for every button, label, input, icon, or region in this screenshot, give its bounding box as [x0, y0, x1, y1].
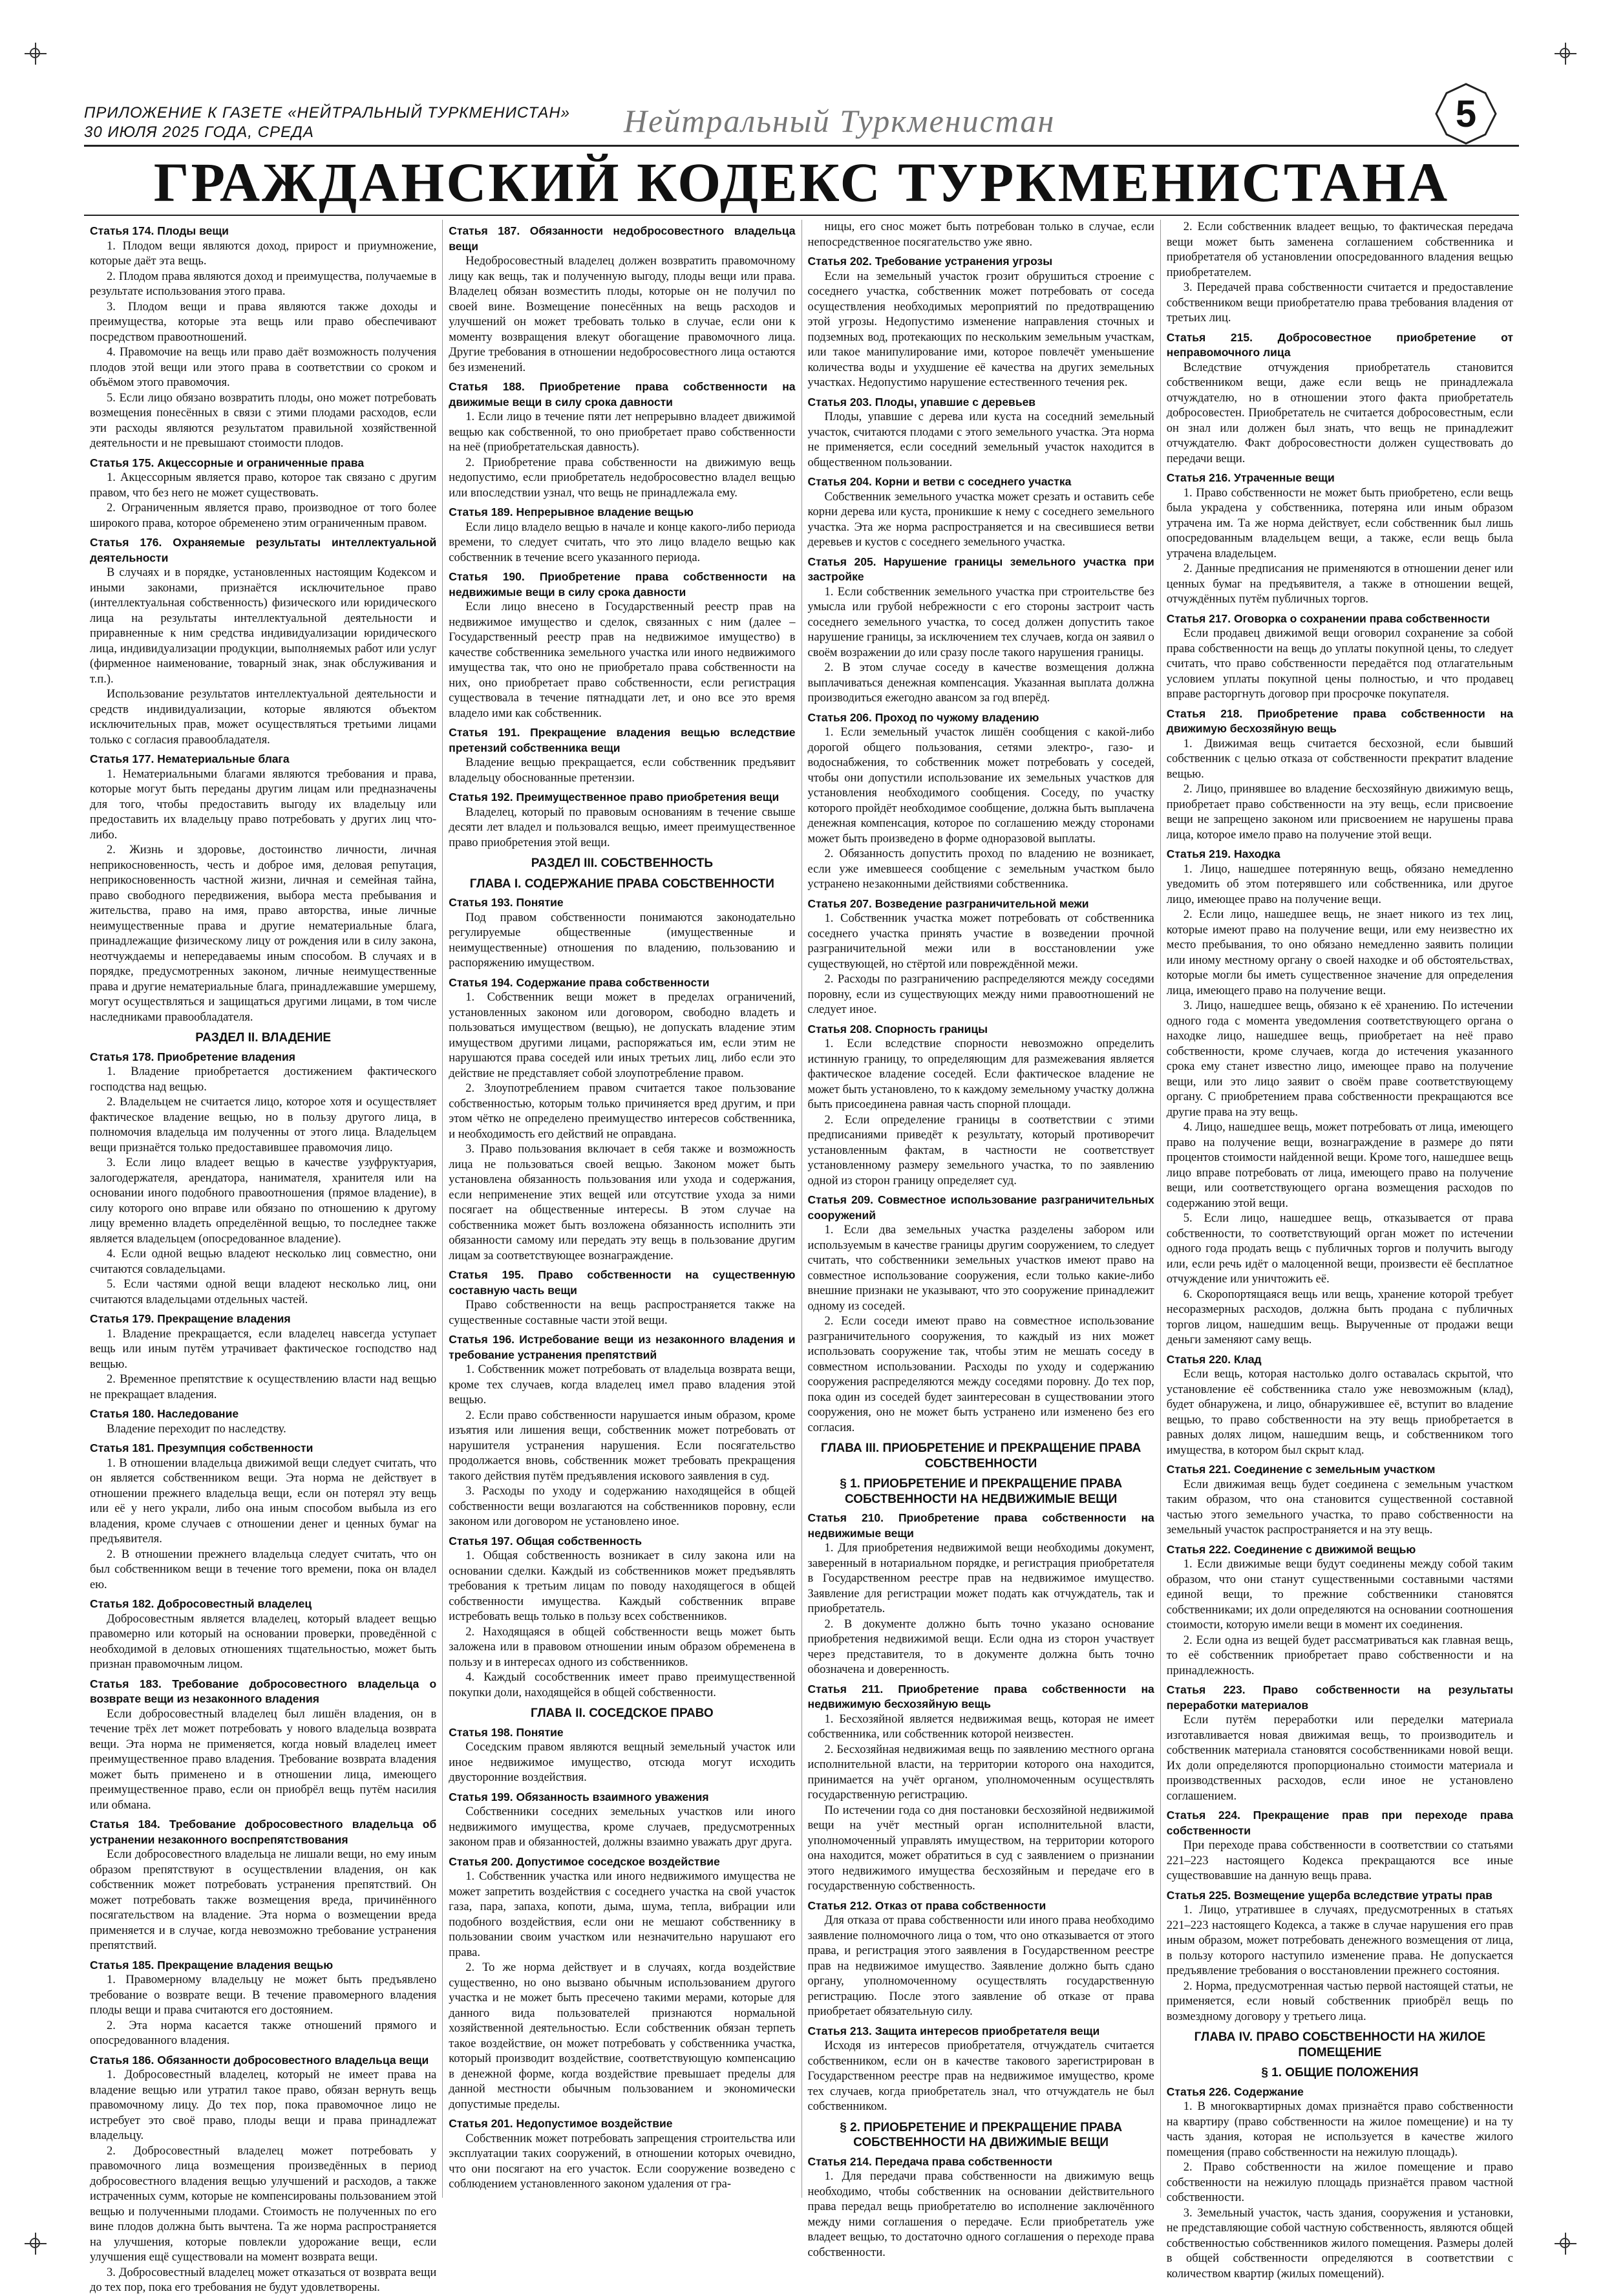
article-heading: Статья 217. Оговорка о сохранении права собственности	[1166, 611, 1490, 625]
article-heading: Статья 182. Добросовестный владелец	[90, 1597, 312, 1610]
section-heading: ГЛАВА III. ПРИОБРЕТЕНИЕ И ПРЕКРАЩЕНИЕ ПРАВА СОБСТВЕННОСТИ	[820, 1441, 1141, 1471]
paragraph: 5. Если лицо, нашедшее вещь, отказывается от права собственности, то соответствующий орган может по истечении одного года продать вещь с публичных торгов и получить выгоду или, если речь идёт о малоценной вещи, произвести её бесплатное отчуждение или уничтожить её.	[1166, 1212, 1513, 1286]
paragraph: 1. Общая собственность возникает в силу закона или на основании сделки. Каждый из собственников может предъявлять требования к третьим лицам по поводу находящегося в общей собственности имущества. Каждый собственник вправе истребовать вещь только в пользу всех собственников.	[449, 1549, 796, 1623]
newspaper-name: Нейтральный Туркменистан	[624, 103, 1056, 139]
section-heading: § 1. ПРИОБРЕТЕНИЕ И ПРЕКРАЩЕНИЕ ПРАВА СОБСТВЕННОСТИ НА НЕДВИЖИМЫЕ ВЕЩИ	[840, 1477, 1123, 1506]
paragraph: 2. Норма, предусмотренная частью первой настоящей статьи, не применяется, если новый собственник приобрёл вещь по возмездному договору у третьего лица.	[1166, 1979, 1513, 2023]
paragraph: Если лицо внесено в Государственный реестр прав на недвижимое имущество и сделок, связанных с ним (далее – Государственный реестр прав на недвижимое имущество) в качестве собственника земельного участка или иного недвижимого имущества так, что оно не приобретало права собственности на них, оно приобретает право собственности, если регистрация существовала в течение пятнадцати лет, и оно все это время владело ими как собственник.	[449, 601, 796, 720]
paragraph: 1. Владение прекращается, если владелец навсегда уступает вещь или иным путём утрачивает фактическое господство над вещью.	[90, 1327, 437, 1371]
article-heading: Статья 202. Требование устранения угрозы	[807, 255, 1053, 268]
paragraph: 2. Ограниченным является право, производное от того более широкого права, которое обременено этим ограниченным правом.	[90, 502, 437, 530]
paragraph: 2. Если собственник владеет вещью, то фактическая передача вещи может быть заменена соглашением собственника и приобретателя об установлении опосредованного владения вещью приобретателем.	[1166, 220, 1513, 279]
section-heading: РАЗДЕЛ III. СОБСТВЕННОСТЬ	[531, 856, 713, 870]
issue-date: 30 ИЮЛЯ 2025 ГОДА, СРЕДА	[84, 123, 314, 141]
paragraph: 2. Временное препятствие к осуществлению власти над вещью не прекращает владения.	[90, 1373, 437, 1401]
paragraph: Собственник земельного участка может срезать и оставить себе корни дерева или куста, проникшие к нему с соседнего земельного участка. Эта же норма распространяется и на свесившиеся ветви деревьев и кустов с соседнего земельного участка.	[807, 490, 1154, 549]
paragraph: Под правом собственности понимаются законодательно регулируемые общественные (имущественные и неимущественные) отношения по владению, пользованию и распоряжению имуществом.	[449, 911, 796, 970]
paragraph: 2. Если определение границы в соответствии с этими предписаниями приведёт к результату, который противоречит установленным фактам, в частности не соответствует установленному размеру земельного участка, то по заявлению одной из сторон границу определяет суд.	[807, 1113, 1154, 1187]
paragraph: Если вещь, которая настолько долго оставалась скрытой, что установление её собственника стало уже невозможным (клад), будет обнаружена, и лицо, обнаружившее её, вступит во владение вещью, то право собственности на эту вещь приобретается в равных долях лицом, нашедшим вещь, и собственником того имущества, в котором был скрыт клад.	[1166, 1368, 1513, 1457]
paragraph: По истечении года со дня постановки бесхозяйной недвижимой вещи на учёт местный орган исполнительной власти, уполномоченный управлять имуществом, на территории которого она находится, может обратиться в суд с заявлением о признании этого недвижимого имущества бесхозяйным и передаче его в государственную собственность.	[807, 1803, 1154, 1893]
paragraph: Собственник может потребовать запрещения строительства или эксплуатации таких сооружений, в отношении которых очевидно, что они посягают на его участок. Если сооружение возведено с соблюдением установленного законом удаления от гра-	[449, 2132, 796, 2191]
registration-mark-bottom-left	[25, 2233, 47, 2255]
article-heading: Статья 199. Обязанность взаимного уважения	[449, 1790, 709, 1803]
paragraph: Владение вещью прекращается, если собственник предъявит владельцу обоснованные претензии.	[449, 756, 796, 785]
article-heading: Статья 198. Понятие	[449, 1725, 564, 1739]
article-heading: Статья 226. Содержание	[1166, 2085, 1304, 2098]
paragraph: 1. Плодом вещи являются доход, прирост и приумножение, которые даёт эта вещь.	[90, 239, 437, 268]
article-heading: Статья 179. Прекращение владения	[90, 1312, 291, 1325]
paragraph: 2. Владельцем не считается лицо, которое хотя и осуществляет фактическое владение вещью, но в пользу другого лица, в полномочия владельца им полученны от этого лица. Владельцем вещи признаётся только предоставившее правомочия лицо.	[90, 1096, 437, 1154]
paragraph: 1. Собственник вещи может в пределах ограничений, установленных законом или договором, свободно владеть и пользоваться имуществом (вещью), не допускать владение этим имуществом другими лицами, распоряжаться им, если этим не нарушаются права соседей или иных третьих лиц, либо если это действие не представляет собой злоупотребление правом.	[449, 991, 796, 1080]
paragraph: 2. Жизнь и здоровье, достоинство личности, личная неприкосновенность, честь и доброе имя, деловая репутация, неприкосновенность частной жизни, личная и семейная тайна, право свободного передвижения, выбора места пребывания и жительства, право на имя, право авторства, иные личные неимущественные права и другие нематериальные блага, принадлежащие физическому лицу от рождения или в силу закона, неотчуждаемы и непередаваемы иным способом. В случаях и в порядке, предусмотренных законом, личные неимущественные права и другие нематериальные блага, принадлежавшие умершему, могут осуществляться и защищаться другими лицами, в том числе наследниками правообладателя.	[90, 844, 437, 1024]
article-heading: Статья 175. Акцессорные и ограниченные права	[90, 456, 365, 469]
article-heading: Статья 222. Соединение с движимой вещью	[1166, 1542, 1416, 1556]
registration-mark-bottom-right	[1555, 2233, 1576, 2255]
page-number: 5	[1455, 92, 1477, 135]
paragraph: Если движимая вещь будет соединена с земельным участком таким образом, что она становится существенной составной частью этого земельного участка, то право собственности на земельный участок распространяется и на эту вещь.	[1166, 1478, 1513, 1536]
paragraph: 1. Если движимые вещи будут соединены между собой таким образом, что они станут существенными составными частями единой вещи, то прежние собственники становятся собственниками; их доли определяются на основании соотношения стоимости, которую имели вещи в момент их соединения.	[1166, 1558, 1513, 1632]
article-heading: Статья 220. Клад	[1166, 1352, 1262, 1366]
paragraph: Владелец, который по правовым основаниям в течение свыше десяти лет владел и пользовался вещью, имеет преимущественное право приобретения этой вещи.	[449, 805, 796, 849]
section-heading: § 1. ОБЩИЕ ПОЛОЖЕНИЯ	[1261, 2066, 1419, 2079]
article-heading: Статья 178. Приобретение владения	[90, 1050, 295, 1063]
article-heading: Статья 184. Требование добросовестного владельца об устранении незаконного воспрепятствования	[90, 1818, 437, 1846]
article-heading: Статья 224. Прекращение прав при переходе права собственности	[1166, 1809, 1513, 1837]
article-heading: Статья 188. Приобретение права собственности на движимые вещи в силу срока давности	[449, 380, 796, 409]
article-heading: Статья 209. Совместное использование разграничительных сооружений	[807, 1193, 1154, 1222]
section-heading: § 2. ПРИОБРЕТЕНИЕ И ПРЕКРАЩЕНИЕ ПРАВА СОБСТВЕННОСТИ НА ДВИЖИМЫЕ ВЕЩИ	[840, 2120, 1123, 2149]
article-heading: Статья 195. Право собственности на существенную составную часть вещи	[449, 1268, 796, 1297]
page-title: ГРАЖДАНСКИЙ КОДЕКС ТУРКМЕНИСТАНА	[153, 151, 1450, 213]
article-heading: Статья 187. Обязанности недобросовестного владельца вещи	[449, 224, 796, 253]
paragraph: 2. Если право собственности нарушается иным образом, кроме изъятия или лишения вещи, собственник может потребовать от нарушителя устранения нарушения. Если посягательство продолжается вновь, собственник может требовать прекращения такого действия путём предъявления искового заявления в суд.	[449, 1408, 796, 1483]
paragraph: 2. Если соседи имеют право на совместное использование разграничительного сооружения, то каждый из них может использовать сооружение так, чтобы этим не мешать соседу в совместном использовании. Расходы по уходу и содержанию сооружения распределяются между соседями поровну. До тех пор, пока один из соседей будет заинтересован в существовании этого сооружения, оно не может быть устранено или изменено без его согласия.	[807, 1315, 1154, 1434]
paragraph: Соседским правом являются вещный земельный участок или иное недвижимое имущество, отсюда могут исходить двусторонние воздействия.	[449, 1741, 796, 1784]
title-rule	[84, 215, 1519, 216]
paragraph: 1. Нематериальными благами являются требования и права, которые могут быть переданы другим лицам или предназначены для того, чтобы предоставить выгоду их владельцу или предоставить их владельцу право потребовать у других лиц что-либо.	[90, 767, 437, 842]
paragraph: 2. Если лицо, нашедшее вещь, не знает никого из тех лиц, которые имеют право на получение вещи, или ему неизвестно их место пребывания, то оно обязано немедленно заявить полиции или иному местному органу о своей находке и об обстоятельствах, которые могли бы иметь существенное значение для определения лица, имеющего право на получение вещи.	[1166, 908, 1513, 997]
paragraph: 3. Право пользования включает в себя также и возможность лица не пользоваться своей вещью. Законом может быть установлена обязанность пользования или ухода и содержания, если неприменение этих вещей или отсутствие ухода за ними посягает на общественные интересы. В этом случае на собственника может быть возложена обязанность исполнить эти обязанности самому или передать эту вещь в пользование другим лицам за соответствующее вознаграждение.	[449, 1143, 796, 1262]
paragraph: Если путём переработки или переделки материала изготавливается новая движимая вещь, то производитель и собственник материала становятся сособственниками новой вещи. Их доли определяются пропорционально стоимости материала и производственных расходов, если иное не установлено соглашением.	[1166, 1714, 1513, 1803]
paragraph: Исходя из интересов приобретателя, отчуждатель считается собственником, если он в качестве такового зарегистрирован в Государственном реестре прав на недвижимое имущество, кроме тех случаев, когда приобретатель знал, что отчуждатель не был собственником.	[807, 2039, 1154, 2113]
paragraph: 2. Право собственности на жилое помещение и право собственности на нежилую площадь признаётся правом частной собственности.	[1166, 2161, 1513, 2204]
paragraph: Недобросовестный владелец должен возвратить правомочному лицу как вещь, так и полученную выгоду, плоды вещи или права. Владелец обязан возместить плоды, которые он не получил по своей вине. Возмещение понесённых на вещь расходов и улучшений он может требовать только в случае, если они к моменту возвращения влекут обогащение правомочного лица. Другие требования в отношении недобросовестного лица остаются без изменений.	[449, 255, 796, 374]
paragraph: Вследствие отчуждения приобретатель становится собственником вещи, даже если вещь не принадлежала отчуждателю, но в отношении этого факта приобретатель добросовестен. Приобретатель не считается добросовестным, если он знал или должен был знать, что вещь не принадлежит отчуждателю. Факт добросовестности должен существовать до передачи вещи.	[1166, 361, 1513, 465]
column-4	[1160, 220, 1519, 2280]
paragraph: 1. Если два земельных участка разделены забором или используемым в качестве границы другим сооружением, то следует считать, что собственники земельных участков имеют право на совместное использование сооружения, если только какие-либо внешние признаки не указывают, что это сооружение принадлежит одному из соседей.	[807, 1224, 1154, 1313]
paragraph: ницы, его снос может быть потребован только в случае, если непосредственное посягательство уже явно.	[807, 220, 1154, 249]
section-heading: ГЛАВА II. СОСЕДСКОЕ ПРАВО	[531, 1706, 714, 1720]
paragraph: Если лицо владело вещью в начале и конце какого-либо периода времени, то следует считать, что это лицо владело вещью как собственник в течение всего указанного периода.	[449, 520, 796, 564]
article-heading: Статья 216. Утраченные вещи	[1166, 471, 1335, 484]
paragraph: 2. Злоупотреблением правом считается такое пользование собственностью, которым только причиняется вред другим, и при этом чётко не определено преимущество интересов собственника, и необходимость его действий не оправдана.	[449, 1082, 796, 1141]
paragraph: 4. Правомочие на вещь или право даёт возможность получения плодов этой вещи или этого права в соответствии со сроком и объёмом этого правомочия.	[90, 346, 437, 389]
article-heading: Статья 197. Общая собственность	[449, 1534, 642, 1547]
paragraph: 2. То же норма действует и в случаях, когда воздействие существенно, но оно вызвано обычным использованием другого участка и не может быть пресечено такими мерами, которые для данного вида пользователей признаются нормальной хозяйственной деятельностью. Если собственник обязан терпеть такое воздействие, он может потребовать у собственника участка, который производит воздействие, соответствующую компенсацию в денежной форме, когда воздействие превышает пределы для данной местности обычным пользованием и экономически допустимые пределы.	[449, 1961, 796, 2111]
paragraph: 6. Скоропортящаяся вещь или вещь, хранение которой требует несоразмерных расходов, должна быть продана с публичных торгов лицом, нашедшим вещь. Вырученные от продажи вещи деньги заменяют саму вещь.	[1166, 1288, 1513, 1346]
registration-mark-top-right	[1555, 43, 1576, 65]
paragraph: Если добросовестный владелец был лишён владения, он в течение трёх лет может потребовать у нового владельца возврата вещи. Эта норма не применяется, когда новый владелец имеет преимущественное право владения. Требование возврата владения может быть применено и в отношении лица, имеющего преимущественное право, если он приобрёл вещь путём насилия или обмана.	[90, 1707, 437, 1812]
paragraph: 1. Для передачи права собственности на движимую вещь необходимо, чтобы собственник на основании действительного права передал вещь приобретателю во исполнение заключённого между ними соглашения о передаче. Если приобретатель уже владеет вещью, то достаточно одного соглашения о переходе права собственности.	[807, 2170, 1154, 2259]
article-heading: Статья 183. Требование добросовестного владельца о возврате вещи из незаконного владения	[90, 1677, 437, 1705]
paragraph: 2. Если одна из вещей будет рассматриваться как главная вещь, то её собственник приобретает право собственности и на принадлежность.	[1166, 1633, 1513, 1677]
article-heading: Статья 219. Находка	[1166, 847, 1280, 860]
article-heading: Статья 205. Нарушение границы земельного участка при застройке	[807, 555, 1154, 583]
paragraph: Плоды, упавшие с дерева или куста на соседний земельный участок, считаются плодами с этого земельного участка. Эта норма не применяется, если соседний земельный участок находится в общественном пользовании.	[807, 410, 1154, 469]
article-heading: Статья 207. Возведение разграничительной межи	[807, 897, 1089, 910]
article-heading: Статья 200. Допустимое соседское воздействие	[449, 1855, 720, 1868]
paragraph: Добросовестным является владелец, который владеет вещью правомерно или который на основании проверки, проведённой с необходимой в деловых отношениях тщательностью, может быть признан правомочным лицом.	[90, 1612, 437, 1671]
paragraph: 2. В этом случае соседу в качестве возмещения должна выплачиваться денежная компенсация. Указанная выплата должна производиться ежегодно авансом за год вперёд.	[807, 661, 1154, 705]
article-heading: Статья 196. Истребование вещи из незаконного владения и требование устранения препятствий	[449, 1333, 796, 1361]
paragraph: 2. Приобретение права собственности на движимую вещь недопустимо, если приобретатель недобросовестно владел вещью или впоследствии узнал, что вещь не принадлежала ему.	[449, 456, 796, 500]
paragraph: 4. Лицо, нашедшее вещь, может потребовать от лица, имеющего право на получение вещи, вознаграждение в размере до пяти процентов стоимости найденной вещи. Кроме того, нашедшее вещь лицо вправе потребовать от лица, имеющего право на получение вещи, или соответствующего органа возмещения расходов по содержанию этой вещи.	[1166, 1121, 1513, 1210]
column-2	[442, 220, 801, 2198]
paragraph: 1. Если земельный участок лишён сообщения с какой-либо дорогой общего пользования, сетями электро-, газо- и водоснабжения, то собственник может потребовать у соседей, чтобы они допустили использование их земельных участков для установления необходимого сообщения. Соседу, по участку которого пройдёт необходимое сообщение, должна быть выплачена денежная компенсация, которое по соглашению между сторонами может быть произведено в форме одноразовой выплаты.	[807, 726, 1154, 845]
column-1	[84, 220, 442, 2294]
paragraph: 1. Для приобретения недвижимой вещи необходимы документ, заверенный в нотариальном порядке, и регистрация приобретателя в Государственном реестре прав на недвижимое имущество. Заявление для регистрации может подать как отчуждатель, так и приобретатель.	[807, 1542, 1154, 1615]
article-heading: Статья 174. Плоды вещи	[90, 224, 229, 237]
paragraph: 3. Добросовестный владелец может отказаться от возврата вещи до тех пор, пока его требования не будут удовлетворены.	[90, 2266, 437, 2294]
paragraph: 1. Лицо, нашедшее потерянную вещь, обязано немедленно уведомить об этом потерявшего или собственника, или другое лицо, имеющее право на получение вещи.	[1166, 862, 1513, 906]
paragraph: 3. Плодом вещи и права являются также доходы и преимущества, которые эта вещь или право обеспечивают посредством правоотношений.	[90, 300, 437, 344]
paragraph: 1. В многоквартирных домах признаётся право собственности на квартиру (право собственности на жилое помещение) и на ту часть здания, которая не используется в качестве жилого помещения (право собственности на нежилую площадь).	[1166, 2100, 1513, 2159]
paragraph: Если продавец движимой вещи оговорил сохранение за собой права собственности на вещь до уплаты покупной цены, то следует считать, что право собственности передаётся под отлагательным условием уплаты покупной цены полностью, и что продавец вправе расторгнуть договор при просрочке покупателя.	[1166, 627, 1513, 701]
article-heading: Статья 208. Спорность границы	[807, 1022, 988, 1036]
paragraph: Для отказа от права собственности или иного права необходимо заявление полномочного лица о том, что оно отказывается от этого права, и регистрация этого заявления в Государственном реестре прав на недвижимое имущество. Заявление должно быть сдано органу, уполномоченному осуществлять государственную регистрацию. После этого заявление об отказе от права приобретает обязательную силу.	[807, 1914, 1154, 2018]
article-heading: Статья 189. Непрерывное владение вещью	[449, 505, 694, 518]
article-heading: Статья 180. Наследование	[90, 1407, 239, 1420]
paragraph: 2. Находящаяся в общей собственности вещь может быть заложена или в правовом отношении иным образом обременена в пользу и в интересах одного из собственников.	[449, 1625, 796, 1669]
article-heading: Статья 218. Приобретение права собственности на движимую бесхозяйную вещь	[1166, 707, 1513, 735]
paragraph: 2. Плодом права являются доход и преимущества, получаемые в результате использования этого права.	[90, 270, 437, 298]
paragraph: 1. Правомерному владельцу не может быть предъявлено требование о возврате вещи. В течение правомерного владения плоды вещи и права считаются его достоянием.	[90, 1973, 437, 2017]
article-heading: Статья 206. Проход по чужому владению	[807, 710, 1039, 724]
paragraph: 2. Эта норма касается также отношений прямого и опосредованного владения.	[90, 2019, 437, 2047]
article-heading: Статья 176. Охраняемые результаты интеллектуальной деятельности	[90, 536, 437, 564]
paragraph: 3. Расходы по уходу и содержанию находящейся в общей собственности вещи возлагаются на собственников поровну, если законом или договором не установлено иное.	[449, 1485, 796, 1528]
article-heading: Статья 212. Отказ от права собственности	[807, 1898, 1046, 1912]
article-heading: Статья 210. Приобретение права собственности на недвижимые вещи	[807, 1511, 1154, 1540]
paragraph: 2. В документе должно быть точно указано основание приобретения недвижимой вещи. Если одна из сторон участвует через представителя, то в документе должна быть точно обозначена и доверенность.	[807, 1617, 1154, 1676]
article-heading: Статья 221. Соединение с земельным участком	[1166, 1463, 1436, 1476]
paragraph: 1. Владение приобретается достижением фактического господства над вещью.	[90, 1065, 437, 1094]
paragraph: 5. Если частями одной вещи владеют несколько лиц, они считаются владельцами отдельных частей.	[90, 1278, 437, 1306]
supplement-info	[84, 103, 570, 142]
paragraph: 3. Если лицо владеет вещью в качестве узуфруктуария, залогодержателя, арендатора, нанимателя, хранителя или на основании иного подобного правоотношения (прямое владение), в силу которого оно вправе или обязано по отношению к другому лицу временно владеть определённой вещью, то последнее также является владельцем (опосредованное владение).	[90, 1156, 437, 1246]
paragraph: Если добросовестного владельца не лишали вещи, но ему иным образом препятствуют в осуществлении владения, он как собственник может потребовать устранения препятствий. Он может потребовать также возмещения вреда, причинённого посягательством на владение. Эта норма о возмещении вреда применяется и в случае, когда невозможно требование устранения препятствий.	[90, 1848, 437, 1952]
paragraph: 1. Если собственник земельного участка при строительстве без умысла или грубой небрежности с его стороны застроит часть соседнего земельного участка, то сосед должен допустить такое нарушение границы, за исключением тех случаев, когда он заявил о своём возражении до или сразу после такого нарушения границы.	[807, 585, 1154, 659]
article-heading: Статья 192. Преимущественное право приобретения вещи	[449, 791, 780, 803]
paragraph: Право собственности на вещь распространяется также на существенные составные части этой вещи.	[449, 1299, 796, 1327]
paragraph: 2. Бесхозяйная недвижимая вещь по заявлению местного органа исполнительной власти, на территории которого она находится, принимается на учёт органом, уполномоченным осуществлять государственную регистрацию.	[807, 1743, 1154, 1802]
paragraph: 1. Собственник участка или иного недвижимого имущества не может запретить воздействия с соседнего участка на свой участок газа, пара, запаха, копоти, дыма, шума, тепла, вибрации или подобного воздействия, если они не мешают собственнику в пользовании своим участком или незначительно нарушают его права.	[449, 1870, 796, 1959]
paragraph: Использование результатов интеллектуальной деятельности и средств индивидуализации, которые являются объектом исключительных прав, может осуществляться третьими лицами только с согласия правообладателя.	[90, 688, 437, 747]
paragraph: 2. Добросовестный владелец может потребовать у правомочного лица возмещения произведённых в период добросовестного владения вещью улучшений и расходов, а также истраченных сумм, которые не компенсированы пользованием этой вещью и полученными плодами. Стоимость не полученных по его вине плодов должна быть вычтена. Та же норма распространяется на улучшения, которые повлекли удорожание вещи, если улучшения ещё существовали на момент возврата вещи.	[90, 2144, 437, 2264]
article-heading: Статья 213. Защита интересов приобретателя вещи	[807, 2024, 1100, 2037]
paragraph: 2. Данные предписания не применяются в отношении денег или ценных бумаг на предъявителя, а также в отношении вещей, отчуждённых путём публичных торгов.	[1166, 562, 1513, 606]
paragraph: Собственники соседних земельных участков или иного недвижимого имущества, кроме случаев, предусмотренных законом прав и обязанностей, должны взаимно уважать друг друга.	[449, 1805, 796, 1849]
paragraph: 3. Земельный участок, часть здания, сооружения и установки, не представляющие собой частную собственность, являются общей собственностью собственников жилого помещения. Размеры долей в общей собственности определяются в соответствии с количеством квартир (жилых помещений).	[1166, 2206, 1513, 2280]
article-heading: Статья 215. Добросовестное приобретение от неправомочного лица	[1166, 330, 1513, 359]
supplement-line: ПРИЛОЖЕНИЕ К ГАЗЕТЕ «НЕЙТРАЛЬНЫЙ ТУРКМЕНИСТАН»	[84, 104, 571, 122]
paragraph: 3. Лицо, нашедшее вещь, обязано к её хранению. По истечении одного года с момента уведомления соответствующего органа о находке лицо, нашедшее вещь, приобретает на неё право собственности, кроме случаев, когда до истечения указанного срока ему станет известно лицо, имеющее право на получение вещи, или это лицо заявит о своём праве соответствующему органу. С приобретением права собственности прекращаются все другие права на эту вещь.	[1166, 999, 1513, 1119]
article-heading: Статья 225. Возмещение ущерба вследствие утраты прав	[1166, 1888, 1492, 1902]
paragraph: 1. В отношении владельца движимой вещи следует считать, что он является собственником вещи. Эта норма не действует в отношении прежнего владельца вещи, если он потерял эту вещь или её у него украли, либо она иным способом выбыла из его владения, кроме случаев с отношении денег и ценных бумаг на предъявителя.	[90, 1456, 437, 1546]
paragraph: 1. Собственник может потребовать от владельца возврата вещи, кроме тех случаев, когда владелец имел право владения этой вещью.	[449, 1363, 796, 1407]
registration-mark-top-left	[25, 43, 47, 65]
paragraph: 1. Акцессорным является право, которое так связано с другим правом, что без него не может существовать.	[90, 471, 437, 500]
page-number-badge	[1434, 83, 1498, 145]
article-heading: Статья 181. Презумпция собственности	[90, 1441, 313, 1454]
paragraph: 3. Передачей права собственности считается и предоставление собственником вещи приобретателю права требования владения от третьих лиц.	[1166, 281, 1513, 324]
paragraph: 5. Если лицо обязано возвратить плоды, оно может потребовать возмещения понесённых в связи с этими плодами расходов, если эти расходы являются результатом правильной хозяйственной деятельности и не превышают стоимости плодов.	[90, 391, 437, 450]
article-heading: Статья 193. Понятие	[449, 896, 564, 909]
paragraph: 4. Каждый сособственник имеет право преимущественной покупки доли, находящейся в общей собственности.	[449, 1671, 796, 1699]
article-heading: Статья 214. Передача права собственности	[807, 2154, 1052, 2168]
paragraph: 1. Если вследствие спорности невозможно определить истинную границу, то определяющим для размежевания является фактическое владение соседей. Если фактическое владение не может быть установлено, то к каждому земельному участку должна быть присоединена равная часть спорной площади.	[807, 1037, 1154, 1111]
article-heading: Статья 223. Право собственности на результаты переработки материалов	[1166, 1683, 1513, 1712]
article-heading: Статья 190. Приобретение права собственности на недвижимые вещи в силу срока давности	[449, 570, 796, 599]
paragraph: 1. Право собственности не может быть приобретено, если вещь была украдена у собственника, потеряна или иным образом утрачена им. Та же норма действует, если собственник был лишь опосредованным владельцем вещи, а также, если вещь была утрачена владельцем.	[1166, 486, 1513, 560]
article-heading: Статья 186. Обязанности добросовестного владельца вещи	[90, 2053, 429, 2067]
text-columns	[84, 220, 1519, 2294]
header-rule	[84, 145, 1519, 147]
paragraph: 1. Добросовестный владелец, который не имеет права на владение вещью или утратил такое право, обязан вернуть вещь правомочному лицу. До тех пор, пока правомочное лицо не истребует это своё право, плоды вещи и права принадлежат владельцу.	[90, 2068, 437, 2142]
paragraph: Если на земельный участок грозит обрушиться строение с соседнего участка, собственник может потребовать от соседа осуществления необходимых мероприятий по предотвращению этой угрозы. Недопустимо изменение направления сточных и подземных вод, протекающих по нескольким земельным участкам, или такое манипулирование ими, которое повлечёт уменьшение количества воды и ухудшение её качества на других земельных участках. Недопустимо нарушение естественного течения рек.	[807, 270, 1154, 389]
article-heading: Статья 203. Плоды, упавшие с деревьев	[807, 395, 1036, 409]
article-heading: Статья 177. Нематериальные блага	[90, 752, 290, 765]
section-heading: ГЛАВА I. СОДЕРЖАНИЕ ПРАВА СОБСТВЕННОСТИ	[469, 877, 774, 891]
paragraph: В случаях и в порядке, установленных настоящим Кодексом и иными законами, признаётся исключительное право (интеллектуальная собственность) физического или юридического лица на результаты интеллектуальной деятельности и приравненные к ним средства индивидуализации юридического лица, индивидуализации продукции, выполняемых работ или услуг (фирменное наименование, товарный знак, знак обслуживания и т.п.).	[90, 566, 437, 686]
paragraph: 1. Если лицо в течение пяти лет непрерывно владеет движимой вещью как собственной, то оно приобретает право собственности на неё (приобретательская давность).	[449, 410, 796, 454]
article-heading: Статья 204. Корни и ветви с соседнего участка	[807, 475, 1072, 488]
paragraph: 1. Движимая вещь считается бесхозной, если бывший собственник с целью отказа от собственности прекратит владение вещью.	[1166, 737, 1513, 781]
paragraph: 1. Лицо, утратившее в случаях, предусмотренных в статьях 221–223 настоящего Кодекса, а также в случае нарушения его прав иным образом, может потребовать денежного возмещения от лица, в пользу которого наступило изменение права. Не допускается предъявление требования о восстановлении прежнего состояния.	[1166, 1904, 1513, 1977]
paragraph: 2. Лицо, принявшее во владение бесхозяйную движимую вещь, приобретает право собственности на эту вещь, если присвоение вещи не запрещено законом или присвоением не нарушены права лица, которое имело право на получение этой вещи.	[1166, 783, 1513, 842]
paragraph: 1. Бесхозяйной является недвижимая вещь, которая не имеет собственника, или собственник которой неизвестен.	[807, 1712, 1154, 1741]
article-heading: Статья 185. Прекращение владения вещью	[90, 1958, 334, 1972]
paragraph: 2. В отношении прежнего владельца следует считать, что он был собственником вещи в течение того времени, пока он владел ею.	[90, 1547, 437, 1591]
article-heading: Статья 211. Приобретение права собственности на недвижимую бесхозяйную вещь	[807, 1682, 1154, 1710]
column-3	[802, 220, 1160, 2259]
paragraph: При переходе права собственности в соответствии со статьями 221–223 настоящего Кодекса прекращаются все иные существовавшие на данную вещь права.	[1166, 1839, 1513, 1882]
paragraph: 1. Собственник участка может потребовать от собственника соседнего участка принять участие в возведении прочной разграничительной межи или в восстановлении уже существующей, но стёртой или повреждённой межи.	[807, 912, 1154, 971]
section-heading: ГЛАВА IV. ПРАВО СОБСТВЕННОСТИ НА ЖИЛОЕ ПОМЕЩЕНИЕ	[1194, 2030, 1486, 2059]
article-heading: Статья 194. Содержание права собственности	[449, 975, 710, 989]
paragraph: 2. Расходы по разграничению распределяются между соседями поровну, если из существующих между ними правоотношений не следует иное.	[807, 973, 1154, 1016]
article-heading: Статья 201. Недопустимое воздействие	[449, 2117, 673, 2130]
paragraph: 2. Обязанность допустить проход по владению не возникает, если уже имевшееся сообщение с земельным участком было устранено незаконными действиями собственника.	[807, 847, 1154, 891]
paragraph: Владение переходит по наследству.	[107, 1422, 286, 1436]
section-heading: РАЗДЕЛ II. ВЛАДЕНИЕ	[195, 1031, 332, 1045]
paragraph: 4. Если одной вещью владеют несколько лиц совместно, они считаются совладельцами.	[90, 1248, 437, 1276]
article-heading: Статья 191. Прекращение владения вещью вследствие претензий собственника вещи	[449, 726, 796, 754]
